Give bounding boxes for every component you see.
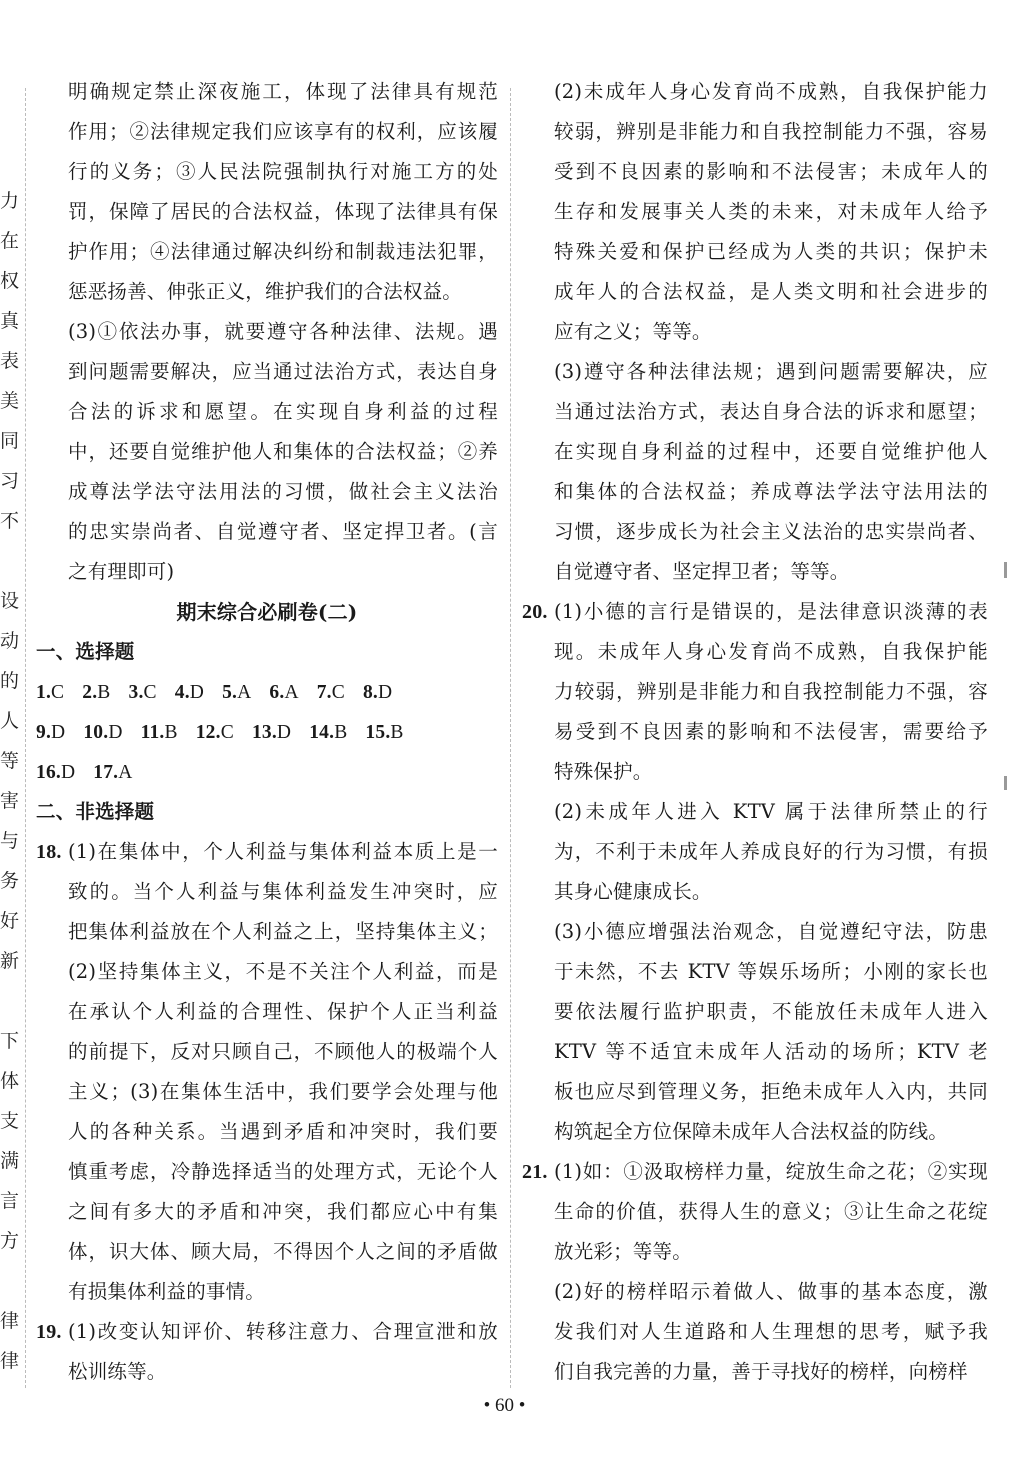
text-line: 人的各种关系。当遇到矛盾和冲突时，我们要 <box>68 1120 498 1143</box>
question-19-answer <box>36 1312 498 1392</box>
question-number: 21. <box>522 1161 548 1183</box>
edge-fragment: 好 <box>0 910 20 932</box>
text-line: (2)好的榜样昭示着做人、做事的基本态度，激 <box>554 1280 988 1303</box>
section-choice-heading: 一、选择题 <box>36 640 135 663</box>
question-19-continuation <box>522 72 988 592</box>
edge-fragment: 力 <box>0 190 20 212</box>
choice-number: 4. <box>174 682 190 703</box>
choice-letter: D <box>60 762 76 783</box>
edge-fragment: 务 <box>0 870 20 892</box>
choice-answer <box>129 672 157 712</box>
text-line: (3)遵守各种法律法规；遇到问题需要解决，应 <box>554 360 988 383</box>
question-number: 18. <box>36 841 62 863</box>
choice-number: 10. <box>83 722 109 743</box>
text-line: 特殊关爱和保护已经成为人类的共识；保护未 <box>554 240 988 263</box>
question-number: 20. <box>522 601 548 623</box>
text-line: KTV 等不适宜未成年人活动的场所；KTV 老 <box>554 1040 988 1063</box>
choice-letter: D <box>378 682 393 703</box>
text-line: 把集体利益放在个人利益之上，坚持集体主义； <box>68 920 498 943</box>
text-line: 明确规定禁止深夜施工，体现了法律具有规范 <box>68 80 498 103</box>
text-line: 应有之义；等等。 <box>554 320 712 343</box>
text-line: 的忠实崇尚者、自觉遵守者、坚定捍卫者。(言 <box>68 520 498 543</box>
left-column <box>36 72 498 1392</box>
text-line: 有损集体利益的事情。 <box>68 1280 266 1303</box>
choice-answer <box>36 712 65 752</box>
question-18-answer <box>36 832 498 1312</box>
choice-letter: A <box>118 762 133 783</box>
edge-fragment: 下 <box>0 1030 20 1052</box>
choice-letter: D <box>276 722 292 743</box>
text-line: 成年人的合法权益，是人类文明和社会进步的 <box>554 280 988 303</box>
scan-mark <box>1004 776 1007 790</box>
question-number: 19. <box>36 1321 62 1343</box>
text-line: 自觉遵守者、坚定捍卫者；等等。 <box>554 560 850 583</box>
text-line: 之有理即可) <box>68 560 175 583</box>
text-line: (3)①依法办事，就要遵守各种法律、法规。遇 <box>68 320 498 343</box>
choice-number: 17. <box>93 762 119 783</box>
choice-letter: A <box>284 682 299 703</box>
text-line: 受到不良因素的影响和不法侵害；未成年人的 <box>554 160 988 183</box>
choice-number: 11. <box>140 722 165 743</box>
question-20-answer <box>522 592 988 1152</box>
text-line: (2)坚持集体主义，不是不关注个人利益，而是 <box>68 960 498 983</box>
edge-fragment: 体 <box>0 1070 20 1092</box>
line-text: (1)改变认知评价、转移注意力、合理宣泄和放 <box>68 1320 498 1343</box>
choice-answer <box>317 672 345 712</box>
choice-number: 5. <box>222 682 238 703</box>
choice-answer <box>93 752 132 792</box>
text-line: 体，识大体、顾大局，不得因个人之间的矛盾做 <box>68 1240 498 1263</box>
text-line <box>36 832 498 872</box>
edge-fragment: 美 <box>0 390 20 412</box>
text-line: 成尊法学法守法用法的习惯，做社会主义法治 <box>68 480 498 503</box>
text-line: 为，不利于未成年人养成良好的行为习惯，有损 <box>554 840 988 863</box>
edge-fragment: 新 <box>0 950 20 972</box>
choice-letter: C <box>51 682 65 703</box>
text-line: 易受到不良因素的影响和不法侵害，需要给予 <box>554 720 988 743</box>
edge-fragment: 与 <box>0 830 20 852</box>
edge-fragment: 真 <box>0 310 20 332</box>
choice-number: 7. <box>316 682 332 703</box>
edge-fragment: 动 <box>0 630 20 652</box>
text-line: 护作用；④法律通过解决纠纷和制裁违法犯罪， <box>68 240 498 263</box>
edge-fragment: 表 <box>0 350 20 372</box>
text-line: 生命的价值，获得人生的意义；③让生命之花绽 <box>554 1200 988 1223</box>
line-text: (1)如：①汲取榜样力量，绽放生命之花；②实现 <box>554 1160 988 1183</box>
choice-answer <box>363 672 392 712</box>
choice-letter: B <box>334 722 348 743</box>
choice-number: 13. <box>251 722 277 743</box>
column-divider <box>510 88 511 1388</box>
text-line: 在承认个人利益的合理性、保护个人正当利益 <box>68 1000 498 1023</box>
edge-fragment: 支 <box>0 1110 20 1132</box>
choice-letter: C <box>143 682 157 703</box>
choice-letter: B <box>97 682 111 703</box>
choice-answer <box>269 672 298 712</box>
text-line: 主义；(3)在集体生活中，我们要学会处理与他 <box>68 1080 498 1103</box>
text-line: 行的义务；③人民法院强制执行对施工方的处 <box>68 160 498 183</box>
edge-fragment: 同 <box>0 430 20 452</box>
choice-number: 16. <box>36 762 61 783</box>
text-line: 罚，保障了居民的合法权益，体现了法律具有保 <box>68 200 498 223</box>
choice-answer <box>83 712 122 752</box>
choice-answer <box>309 712 347 752</box>
edge-fragment: 律 <box>0 1310 20 1332</box>
text-line <box>36 1312 498 1352</box>
text-line: 作用；②法律规定我们应该享有的权利，应该履 <box>68 120 498 143</box>
line-text: (1)在集体中，个人利益与集体利益本质上是一 <box>68 840 498 863</box>
choice-answer <box>222 672 251 712</box>
exam-heading: 期末综合必刷卷(二) <box>176 600 358 624</box>
edge-fragment: 满 <box>0 1150 20 1172</box>
edge-fragment: 习 <box>0 470 20 492</box>
choice-letter: C <box>331 682 345 703</box>
edge-fragment: 方 <box>0 1230 20 1252</box>
text-line: 当通过法治方式，表达自身合法的诉求和愿望； <box>554 400 988 423</box>
section-nonchoice-heading: 二、非选择题 <box>36 800 155 823</box>
text-line: (2)未成年人进入 KTV 属于法律所禁止的行 <box>554 800 988 823</box>
choice-number: 8. <box>362 682 379 703</box>
text-line: (3)小德应增强法治观念，自觉遵纪守法，防患 <box>554 920 988 943</box>
text-line: (2)未成年人身心发育尚不成熟，自我保护能力 <box>554 80 988 103</box>
choice-answer <box>252 712 291 752</box>
text-line: 其身心健康成长。 <box>554 880 712 903</box>
text-line: 惩恶扬善、伸张正义，维护我们的合法权益。 <box>68 280 463 303</box>
text-line: 之间有多大的矛盾和冲突，我们都应心中有集 <box>68 1200 498 1223</box>
text-line: 构筑起全方位保障未成年人合法权益的防线。 <box>554 1120 949 1143</box>
scan-mark <box>1004 562 1007 578</box>
choice-number: 15. <box>365 722 391 743</box>
choice-answer <box>175 672 204 712</box>
text-line: 慎重考虑，冷静选择适当的处理方式，无论个人 <box>68 1160 498 1183</box>
choice-letter: D <box>189 682 205 703</box>
text-line: 板也应尽到管理义务，拒绝未成年人入内，共同 <box>554 1080 988 1103</box>
text-line: 到问题需要解决，应当通过法治方式，表达自身 <box>68 360 498 383</box>
choice-letter: B <box>390 722 404 743</box>
answer-row <box>36 712 498 752</box>
page-number: • 60 • <box>483 1395 526 1416</box>
edge-fragment: 设 <box>0 590 20 612</box>
choice-answer <box>36 672 64 712</box>
choice-letter: B <box>164 722 178 743</box>
choice-letter: D <box>108 722 123 743</box>
choice-number: 3. <box>128 682 144 703</box>
text-line: 们自我完善的力量，善于寻找好的榜样，向榜样 <box>554 1360 968 1383</box>
text-line: 要依法履行监护职责，不能放任未成年人进入 <box>554 1000 988 1023</box>
choice-answer <box>82 672 110 712</box>
question-21-answer <box>522 1152 988 1392</box>
text-line: 和集体的合法权益；养成尊法学法守法用法的 <box>554 480 988 503</box>
text-line: 放光彩；等等。 <box>554 1240 692 1263</box>
text-line: 中，还要自觉维护他人和集体的合法权益；②养 <box>68 440 498 463</box>
edge-fragment: 不 <box>0 510 20 532</box>
edge-fragment: 的 <box>0 670 20 692</box>
text-line: 习惯，逐步成长为社会主义法治的忠实崇尚者、 <box>554 520 988 543</box>
choice-letter: D <box>51 722 66 743</box>
text-line: 发我们对人生道路和人生理想的思考，赋予我 <box>554 1320 988 1343</box>
choice-letter: A <box>237 682 252 703</box>
text-line: 松训练等。 <box>68 1360 167 1383</box>
edge-fragment: 言 <box>0 1190 20 1212</box>
choice-number: 1. <box>36 682 52 703</box>
text-line <box>522 1152 988 1192</box>
text-line: 生存和发展事关人类的未来，对未成年人给予 <box>554 200 988 223</box>
choice-answer <box>141 712 178 752</box>
left-margin-divider <box>25 88 26 1388</box>
text-line: 致的。当个人利益与集体利益发生冲突时，应 <box>68 880 498 903</box>
text-line: 力较弱，辨别是非能力和自我控制能力不强，容 <box>554 680 988 703</box>
answer-row <box>36 752 498 792</box>
edge-fragment: 权 <box>0 270 20 292</box>
choice-number: 6. <box>269 682 285 703</box>
choice-answer <box>196 712 234 752</box>
edge-fragment: 律 <box>0 1350 20 1372</box>
line-text: (1)小德的言行是错误的，是法律意识淡薄的表 <box>554 600 988 623</box>
text-line: 在实现自身利益的过程中，还要自觉维护他人 <box>554 440 988 463</box>
choice-number: 12. <box>195 722 221 743</box>
choice-letter: C <box>220 722 234 743</box>
text-line: 现。未成年人身心发育尚不成熟，自我保护能 <box>554 640 988 663</box>
edge-fragment: 害 <box>0 790 20 812</box>
text-line: 的前提下，反对只顾自己，不顾他人的极端个人 <box>68 1040 498 1063</box>
choice-number: 9. <box>36 722 52 743</box>
edge-fragment: 人 <box>0 710 20 732</box>
choice-number: 2. <box>82 682 98 703</box>
right-column <box>522 72 988 1392</box>
choice-answer <box>365 712 403 752</box>
text-line: 较弱，辨别是非能力和自我控制能力不强，容易 <box>554 120 988 143</box>
text-line: 合法的诉求和愿望。在实现自身利益的过程 <box>68 400 498 423</box>
text-line: 特殊保护。 <box>554 760 653 783</box>
edge-fragment: 等 <box>0 750 20 772</box>
answer-row <box>36 672 498 712</box>
text-line: 于未然，不去 KTV 等娱乐场所；小刚的家长也 <box>554 960 988 983</box>
edge-fragment: 在 <box>0 230 20 252</box>
choice-answer <box>36 752 75 792</box>
choice-number: 14. <box>309 722 335 743</box>
q17-continuation <box>36 72 498 592</box>
text-line <box>522 592 988 632</box>
